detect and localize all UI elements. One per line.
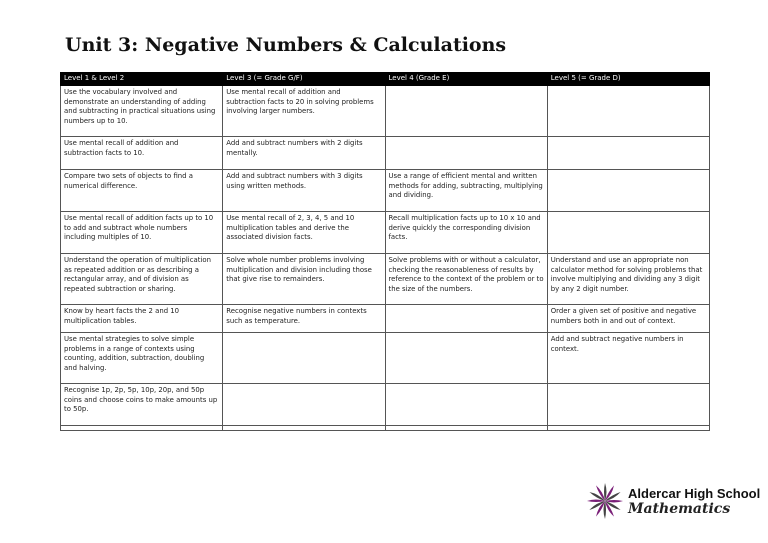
table-header-row — [61, 73, 710, 86]
table-cell: Recognise negative numbers in contexts such as temperature. — [223, 305, 385, 333]
table-cell — [385, 137, 547, 170]
table-cell: Understand and use an appropriate non calculator method for solving problems that involve multiplying and dividing any 3 digit by any 2 digit number. — [547, 254, 709, 305]
table-row — [61, 212, 710, 254]
table-cell: Add and subtract negative numbers in context. — [547, 333, 709, 384]
table-row — [61, 254, 710, 305]
table-row — [61, 86, 710, 137]
table-row — [61, 170, 710, 212]
table-cell: Use mental recall of addition and subtraction facts to 10. — [61, 137, 223, 170]
table-cell: Recognise 1p, 2p, 5p, 10p, 20p, and 50p coins and choose coins to make amounts up to 50p. — [61, 384, 223, 426]
table-cell — [223, 384, 385, 426]
page-title: Unit 3: Negative Numbers & Calculations — [65, 34, 507, 56]
header-level-1-2: Level 1 & Level 2 — [61, 73, 223, 86]
table-cell — [61, 426, 223, 431]
table-cell — [547, 212, 709, 254]
school-logo — [584, 480, 761, 522]
department-name: Mathematics — [628, 501, 731, 517]
school-name: Aldercar High School — [628, 486, 761, 501]
table-cell: Understand the operation of multiplication as repeated addition or as describing a rectangular array, and of division as repeated subtraction or sharing. — [61, 254, 223, 305]
table-cell — [385, 426, 547, 431]
table-cell: Use mental strategies to solve simple problems in a range of contexts using counting, addition, subtraction, doubling and halving. — [61, 333, 223, 384]
table-cell: Solve problems with or without a calculator, checking the reasonableness of results by reference to the context of the problem or to the size of the numbers. — [385, 254, 547, 305]
table-cell — [547, 426, 709, 431]
table-cell — [547, 86, 709, 137]
table-cell: Recall multiplication facts up to 10 x 10 and derive quickly the corresponding division facts. — [385, 212, 547, 254]
table-cell: Order a given set of positive and negative numbers both in and out of context. — [547, 305, 709, 333]
table-cell — [547, 137, 709, 170]
table-cell: Use a range of efficient mental and written methods for adding, subtracting, multiplying and dividing. — [385, 170, 547, 212]
table-row — [61, 137, 710, 170]
table-cell: Know by heart facts the 2 and 10 multiplication tables. — [61, 305, 223, 333]
table-cell: Use mental recall of 2, 3, 4, 5 and 10 multiplication tables and derive the associated division facts. — [223, 212, 385, 254]
table-cell — [385, 384, 547, 426]
table-cell — [385, 86, 547, 137]
header-level-5: Level 5 (= Grade D) — [547, 73, 709, 86]
table-cell — [223, 333, 385, 384]
table-cell — [547, 170, 709, 212]
table-cell: Use the vocabulary involved and demonstrate an understanding of adding and subtracting in practical situations using numbers up to 10. — [61, 86, 223, 137]
table-cell: Add and subtract numbers with 3 digits using written methods. — [223, 170, 385, 212]
table-row — [61, 426, 710, 431]
table-cell: Solve whole number problems involving multiplication and division including those that give rise to remainders. — [223, 254, 385, 305]
table-cell: Compare two sets of objects to find a numerical difference. — [61, 170, 223, 212]
table-row — [61, 305, 710, 333]
table-cell — [223, 426, 385, 431]
table-cell: Use mental recall of addition and subtraction facts to 20 in solving problems involving larger numbers. — [223, 86, 385, 137]
table-row — [61, 333, 710, 384]
header-level-3: Level 3 (= Grade G/F) — [223, 73, 385, 86]
table-cell — [385, 305, 547, 333]
table-cell — [547, 384, 709, 426]
table-cell: Add and subtract numbers with 2 digits mentally. — [223, 137, 385, 170]
table-cell — [385, 333, 547, 384]
swirl-logo-icon — [584, 480, 626, 522]
levels-table — [60, 72, 710, 431]
table-cell: Use mental recall of addition facts up to 10 to add and subtract whole numbers including multiples of 10. — [61, 212, 223, 254]
table-row — [61, 384, 710, 426]
header-level-4: Level 4 (Grade E) — [385, 73, 547, 86]
